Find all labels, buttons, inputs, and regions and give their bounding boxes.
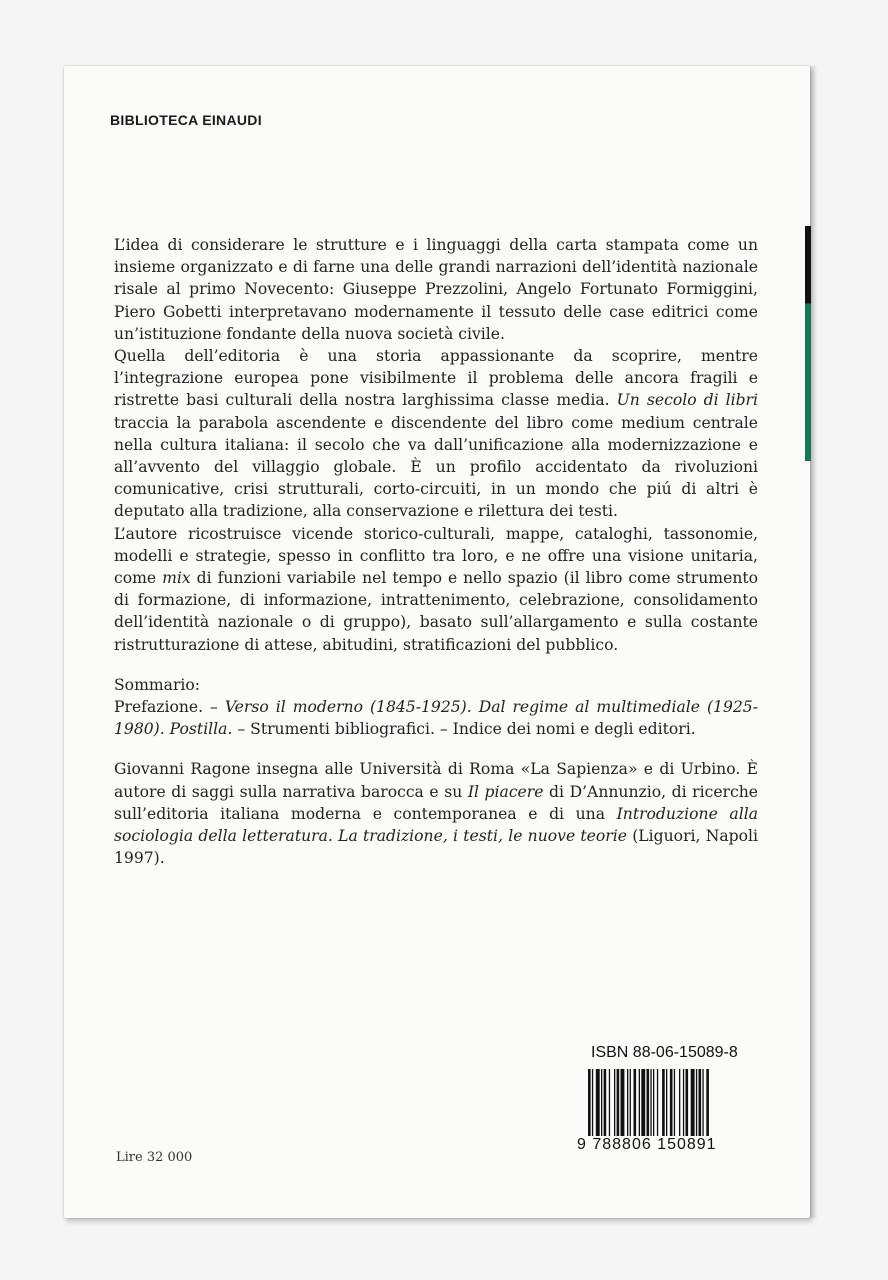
isbn-label: ISBN 88-06-15089-8 [591, 1044, 738, 1061]
blurb-text [114, 234, 758, 869]
sommario-content: Prefazione. – Verso il moderno (1845-1925). Dal regime al multimediale (1925-1980). Postilla. – Strumenti bibliografici. – Indice dei nomi e degli editori. [114, 698, 758, 739]
cover-edge-shadow [810, 66, 818, 1218]
price: Lire 32 000 [116, 1150, 193, 1165]
spine-color-strip [805, 226, 811, 461]
author-bio: Giovanni Ragone insegna alle Università di Roma «La Sapienza» e di Urbino. È autore di saggi sulla narrativa barocca e su Il piacere di D’Annunzio, di ricerche sull’editoria italiana moderna e contemporanea e di una Introduzione alla sociologia della letteratura. La tradizione, i testi, le nuove teorie (Liguori, Napoli 1997). [114, 760, 759, 868]
mix-term: mix [162, 569, 191, 588]
book-title: Un secolo di libri [616, 391, 759, 410]
blurb-paragraph-1: L’idea di considerare le strutture e i linguaggi della carta stampata come un insieme organizzato e di farne una delle grandi narrazioni dell’identità nazionale risale al primo Novecento: Giuseppe Prezzolini, Angelo Fortunato Formiggini, Piero Gobetti interpretavano modernamente il tessuto delle case editrici come un’istituzione fondante della nuova società civile. [114, 236, 758, 343]
series-title: BIBLIOTECA EINAUDI [110, 112, 262, 128]
blurb-paragraph-2: Quella dell’editoria è una storia appassionante da scoprire, mentre l’integrazione europea pone visibilmente il problema delle ancora fragili e ristrette basi culturali della nostra larghissima classe media. Un secolo di libri traccia la parabola ascendente e discendente del libro come medium centrale nella cultura italiana: il secolo che va dall’unificazione alla modernizzazione e all’avvento del villaggio globale. È un profilo accidentato da rivoluzioni comunicative, crisi strutturali, corto-circuiti, in un mondo che piú di altri è deputato alla tradizione, alla conservazione e rilettura dei testi. [114, 347, 759, 521]
sommario-heading: Sommario: [114, 675, 201, 694]
blurb-paragraph-3: L’autore ricostruisce vicende storico-culturali, mappe, cataloghi, tassonomie, modelli e strategie, spesso in conflitto tra loro, e ne offre una visione unitaria, come mix di funzioni variabile nel tempo e nello spazio (il libro come strumento di formazione, di informazione, intrattenimento, celebrazione, consolidamento dell’identità nazionale o di gruppo), basato sull’allargamento e sulla costante ristrutturazione di attese, abitudini, stratificazioni del pubblico. [114, 524, 759, 654]
barcode-digits: 9 788806 150891 [575, 1136, 767, 1154]
